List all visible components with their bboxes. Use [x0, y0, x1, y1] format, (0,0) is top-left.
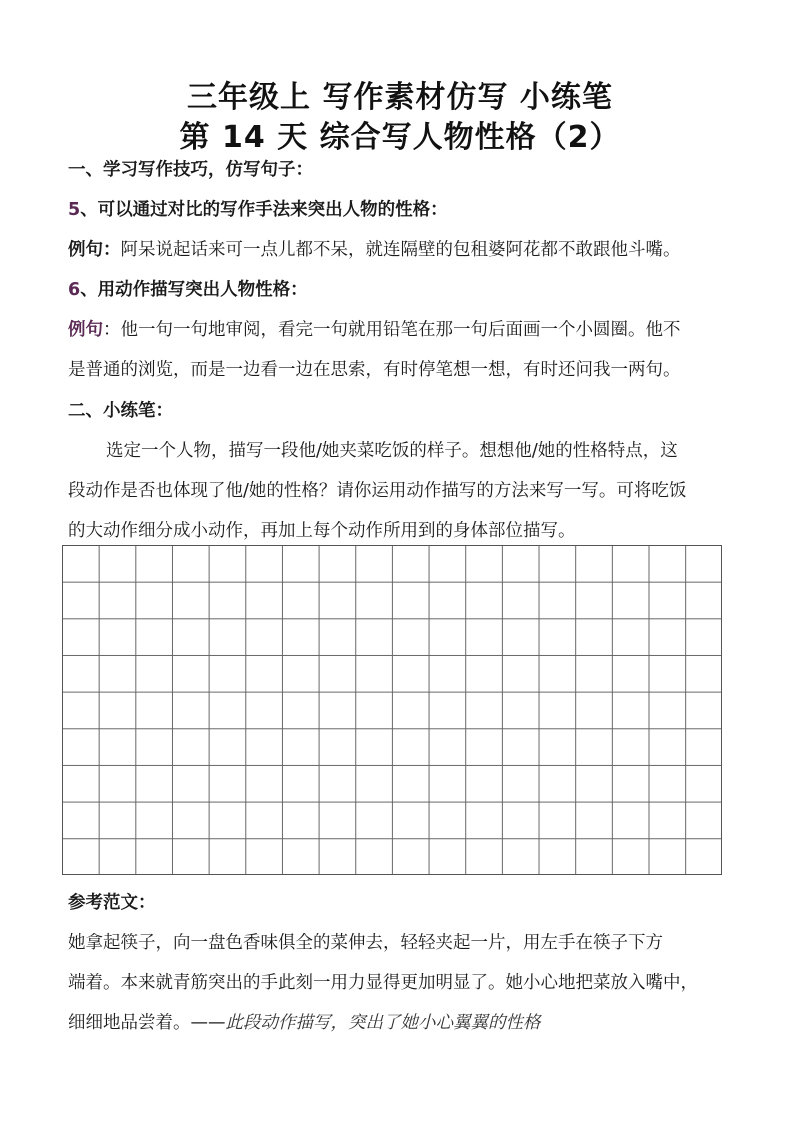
- tip5-example-text: 阿呆说起话来可一点儿都不呆，就连隔壁的包租婆阿花都不敢跟他斗嘴。: [120, 240, 681, 260]
- tip6-example-line2: 是普通的浏览，而是一边看一边在思索，有时停笔想一想，有时还问我一两句。: [68, 360, 681, 380]
- section1-heading: 一、学习写作技巧，仿写句子：: [68, 160, 313, 180]
- page-subtitle: 第 14 天 综合写人物性格（2）: [179, 120, 621, 155]
- tip6-example-line1: [68, 317, 738, 343]
- practice-line3: 的大动作细分成小动作，再加上每个动作所用到的身体部位描写。: [68, 521, 576, 541]
- tip6-example-label: 例句: [68, 320, 103, 340]
- tip6-number: 6: [68, 280, 81, 300]
- reference-line2: 端着。本来就青筋突出的手此刻一用力显得更加明显了。她小心地把菜放入嘴中，: [68, 973, 698, 993]
- reference-heading: 参考范文：: [68, 893, 156, 913]
- tip5-text: 、可以通过对比的写作手法来突出人物的性格：: [80, 200, 448, 220]
- tip5-example: [68, 237, 738, 263]
- reference-line3: [68, 1010, 738, 1036]
- tip6-example-text1: ：他一句一句地审阅，看完一句就用铅笔在那一句后面画一个小圆圈。他不: [103, 320, 681, 340]
- tip5-number: 5: [68, 200, 81, 220]
- tip6-text: 、用动作描写突出人物性格：: [80, 280, 308, 300]
- reference-note: 此段动作描写，突出了她小心翼翼的性格: [225, 1013, 541, 1033]
- practice-line1: 选定一个人物，描写一段他/她夹菜吃饭的样子。想想他/她的性格特点，这: [106, 441, 678, 461]
- tip5-example-label: 例句：: [68, 240, 121, 260]
- tip5-heading: [68, 197, 738, 223]
- tip6-heading: [68, 277, 738, 303]
- writing-grid[interactable]: [62, 545, 722, 875]
- reference-line1: 她拿起筷子，向一盘色香味俱全的菜伸去，轻轻夹起一片，用左手在筷子下方: [68, 933, 663, 953]
- section2-heading: 二、小练笔：: [68, 401, 173, 421]
- practice-line2: 段动作是否也体现了他/她的性格？请你运用动作描写的方法来写一写。可将吃饭: [68, 481, 687, 501]
- reference-text3: 细细地品尝着。——: [68, 1013, 226, 1033]
- page-title: 三年级上 写作素材仿写 小练笔: [187, 80, 613, 115]
